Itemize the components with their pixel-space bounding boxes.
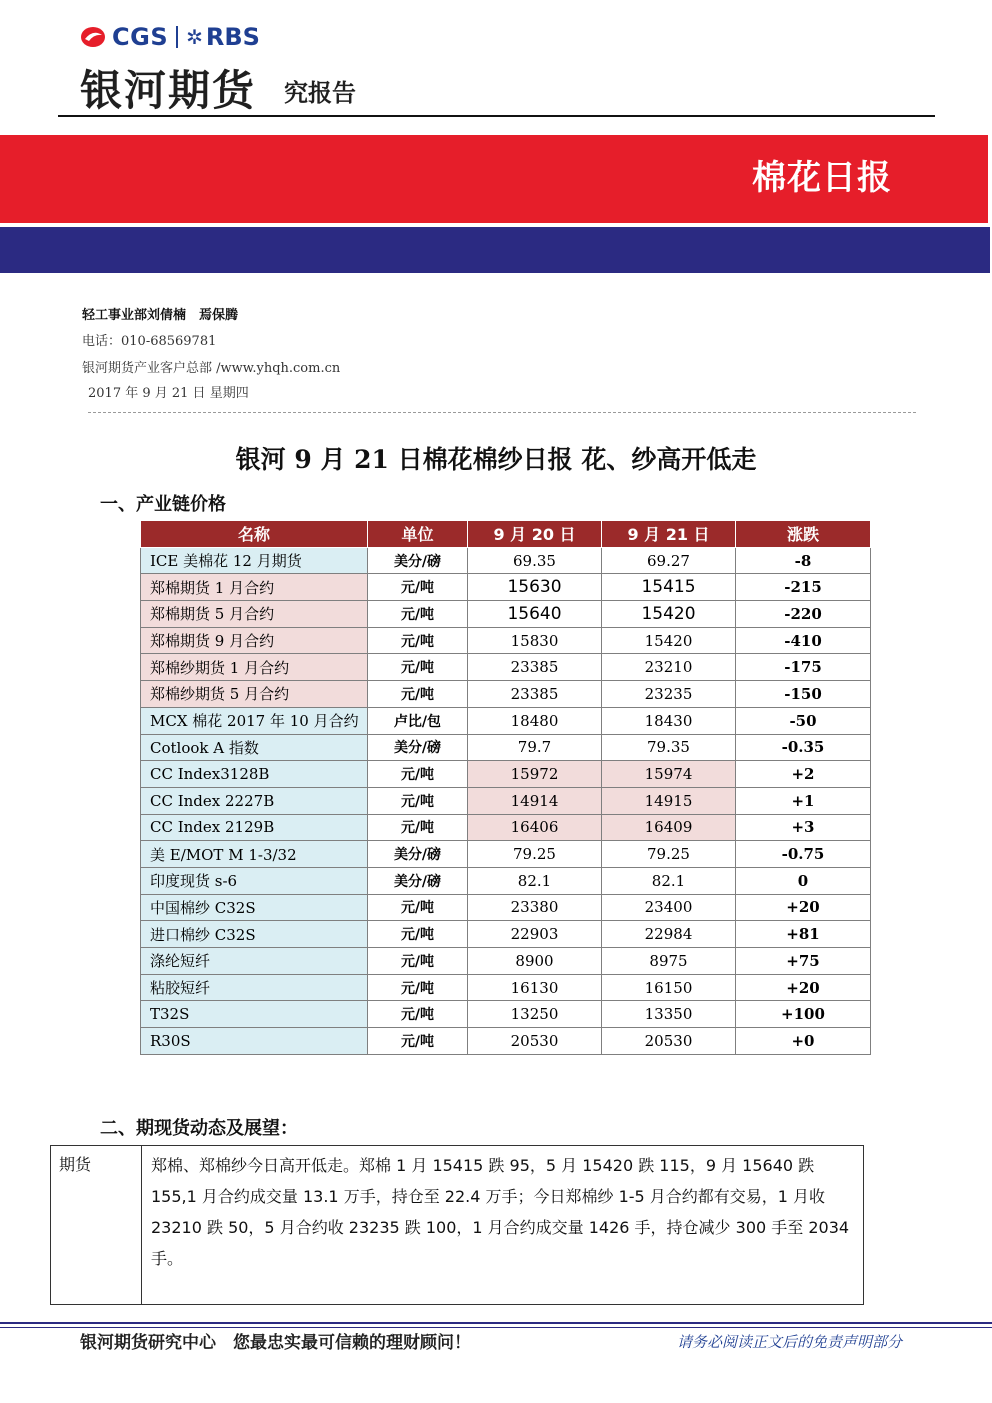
- row-change: -150: [736, 681, 871, 708]
- row-unit: 元/吨: [368, 681, 468, 708]
- row-unit: 元/吨: [368, 654, 468, 681]
- row-unit: 美分/磅: [368, 547, 468, 574]
- row-name: 郑棉期货 5 月合约: [141, 601, 368, 628]
- row-unit: 元/吨: [368, 921, 468, 948]
- cgs-logo-icon: [80, 26, 106, 48]
- row-change: -0.35: [736, 734, 871, 761]
- row-value-sep20: 69.35: [468, 547, 602, 574]
- row-change: +100: [736, 1001, 871, 1028]
- row-value-sep20: 15640: [468, 601, 602, 628]
- brand-name: 银河期货: [80, 66, 257, 115]
- row-change: +0: [736, 1028, 871, 1055]
- row-unit: 卢比/包: [368, 707, 468, 734]
- table-row: [141, 921, 871, 948]
- row-name: MCX 棉花 2017 年 10 月合约: [141, 707, 368, 734]
- row-name: 郑棉期货 1 月合约: [141, 574, 368, 601]
- header-divider: [58, 115, 935, 117]
- row-value-sep21: 22984: [602, 921, 736, 948]
- table-row: [141, 787, 871, 814]
- table-row: [141, 601, 871, 628]
- table-row: [141, 948, 871, 975]
- row-value-sep21: 16409: [602, 814, 736, 841]
- row-unit: 元/吨: [368, 761, 468, 788]
- row-value-sep20: 13250: [468, 1001, 602, 1028]
- table-row: [141, 894, 871, 921]
- row-unit: 元/吨: [368, 974, 468, 1001]
- table-row: [141, 707, 871, 734]
- dashed-divider: [88, 412, 916, 413]
- row-change: -175: [736, 654, 871, 681]
- row-value-sep20: 15972: [468, 761, 602, 788]
- price-table: [140, 520, 871, 1055]
- row-change: +20: [736, 974, 871, 1001]
- table-row: [141, 814, 871, 841]
- col-header-sep21: 9 月 21 日: [602, 521, 736, 548]
- row-change: +20: [736, 894, 871, 921]
- row-value-sep20: 15630: [468, 574, 602, 601]
- row-name: 郑棉纱期货 1 月合约: [141, 654, 368, 681]
- row-change: +81: [736, 921, 871, 948]
- row-value-sep21: 23235: [602, 681, 736, 708]
- row-value-sep21: 18430: [602, 707, 736, 734]
- row-unit: 美分/磅: [368, 867, 468, 894]
- row-value-sep20: 18480: [468, 707, 602, 734]
- table-row: [141, 761, 871, 788]
- row-value-sep21: 23400: [602, 894, 736, 921]
- table-row: [141, 867, 871, 894]
- row-change: 0: [736, 867, 871, 894]
- row-value-sep20: 16406: [468, 814, 602, 841]
- row-value-sep21: 79.35: [602, 734, 736, 761]
- row-value-sep20: 79.7: [468, 734, 602, 761]
- row-unit: 元/吨: [368, 894, 468, 921]
- row-change: +2: [736, 761, 871, 788]
- author-phone: 电话：010-68569781: [82, 334, 217, 349]
- table-row: [141, 654, 871, 681]
- table-row: [141, 1001, 871, 1028]
- row-unit: 元/吨: [368, 627, 468, 654]
- row-change: -8: [736, 547, 871, 574]
- row-name: 郑棉期货 9 月合约: [141, 627, 368, 654]
- row-value-sep21: 15415: [602, 574, 736, 601]
- row-name: Cotlook A 指数: [141, 734, 368, 761]
- row-value-sep21: 23210: [602, 654, 736, 681]
- row-value-sep20: 20530: [468, 1028, 602, 1055]
- row-value-sep20: 22903: [468, 921, 602, 948]
- title-band-blue: [0, 227, 990, 273]
- table-row: [141, 627, 871, 654]
- row-change: +3: [736, 814, 871, 841]
- row-name: 印度现货 s-6: [141, 867, 368, 894]
- footer-disclaimer-note: 请务必阅读正文后的免责声明部分: [676, 1333, 902, 1351]
- col-header-unit: 单位: [368, 521, 468, 548]
- row-name: R30S: [141, 1028, 368, 1055]
- futures-commentary-box: [50, 1145, 864, 1305]
- row-name: 中国棉纱 C32S: [141, 894, 368, 921]
- row-value-sep20: 82.1: [468, 867, 602, 894]
- col-header-name: 名称: [141, 521, 368, 548]
- table-row: [141, 841, 871, 868]
- brand-subtitle: 究报告: [284, 79, 356, 107]
- row-value-sep21: 20530: [602, 1028, 736, 1055]
- row-unit: 元/吨: [368, 1001, 468, 1028]
- row-name: CC Index 2129B: [141, 814, 368, 841]
- row-value-sep20: 14914: [468, 787, 602, 814]
- row-unit: 元/吨: [368, 601, 468, 628]
- row-value-sep21: 15974: [602, 761, 736, 788]
- row-value-sep20: 23380: [468, 894, 602, 921]
- row-change: -215: [736, 574, 871, 601]
- table-row: [141, 1028, 871, 1055]
- row-value-sep20: 23385: [468, 681, 602, 708]
- price-table-header: [141, 521, 871, 548]
- table-row: [141, 974, 871, 1001]
- report-date: 2017 年 9 月 21 日 星期四: [88, 386, 249, 401]
- row-value-sep20: 15830: [468, 627, 602, 654]
- futures-text: 郑棉、郑棉纱今日高开低走。郑棉 1 月 15415 跌 95，5 月 15420 跌 115，9 月 15640 跌 155,1 月合约成交量 13.1 万手，持仓至 22.4 万手；今日郑棉纱 1-5 月合约都有交易，1 月收 23210 跌 50，5 月合约收 23235 跌 100，1 月合约成交量 1426 手，持仓减少 300 手至 2034 手。: [142, 1146, 864, 1305]
- row-unit: 元/吨: [368, 787, 468, 814]
- row-value-sep21: 16150: [602, 974, 736, 1001]
- document-title: 银河 9 月 21 日棉花棉纱日报 花、纱高开低走: [235, 445, 757, 474]
- table-row: [141, 547, 871, 574]
- row-name: CC Index 2227B: [141, 787, 368, 814]
- row-change: -410: [736, 627, 871, 654]
- table-row: [141, 734, 871, 761]
- row-change: -220: [736, 601, 871, 628]
- row-value-sep21: 15420: [602, 627, 736, 654]
- author-dept: 轻工事业部刘倩楠 焉保腾: [82, 308, 239, 323]
- row-value-sep21: 15420: [602, 601, 736, 628]
- row-change: -0.75: [736, 841, 871, 868]
- row-unit: 美分/磅: [368, 734, 468, 761]
- row-value-sep20: 23385: [468, 654, 602, 681]
- row-change: +1: [736, 787, 871, 814]
- row-value-sep20: 16130: [468, 974, 602, 1001]
- row-name: 进口棉纱 C32S: [141, 921, 368, 948]
- row-name: 粘胶短纤: [141, 974, 368, 1001]
- row-unit: 元/吨: [368, 574, 468, 601]
- row-value-sep21: 13350: [602, 1001, 736, 1028]
- futures-label: 期货: [51, 1146, 142, 1305]
- row-unit: 元/吨: [368, 948, 468, 975]
- row-unit: 元/吨: [368, 814, 468, 841]
- row-name: 美 E/MOT M 1-3/32: [141, 841, 368, 868]
- table-row: [141, 574, 871, 601]
- report-type-title: 棉花日报: [752, 158, 892, 198]
- row-value-sep21: 69.27: [602, 547, 736, 574]
- section-heading-prices: 一、产业链价格: [100, 494, 226, 515]
- row-change: +75: [736, 948, 871, 975]
- col-header-sep20: 9 月 20 日: [468, 521, 602, 548]
- row-value-sep21: 79.25: [602, 841, 736, 868]
- section-heading-outlook: 二、期现货动态及展望：: [100, 1118, 298, 1139]
- row-name: 郑棉纱期货 5 月合约: [141, 681, 368, 708]
- rbs-logo-icon: ✲: [186, 25, 203, 49]
- col-header-change: 涨跌: [736, 521, 871, 548]
- row-name: 涤纶短纤: [141, 948, 368, 975]
- logo: [80, 22, 260, 52]
- row-value-sep20: 79.25: [468, 841, 602, 868]
- row-unit: 美分/磅: [368, 841, 468, 868]
- row-name: CC Index3128B: [141, 761, 368, 788]
- row-value-sep21: 14915: [602, 787, 736, 814]
- row-value-sep21: 82.1: [602, 867, 736, 894]
- logo-rbs-text: RBS: [205, 23, 260, 51]
- logo-cgs-text: CGS: [112, 23, 169, 51]
- row-change: -50: [736, 707, 871, 734]
- row-value-sep21: 8975: [602, 948, 736, 975]
- table-row: [141, 681, 871, 708]
- row-unit: 元/吨: [368, 1028, 468, 1055]
- author-site: 银河期货产业客户总部 /www.yhqh.com.cn: [82, 361, 341, 376]
- row-name: ICE 美棉花 12 月期货: [141, 547, 368, 574]
- row-value-sep20: 8900: [468, 948, 602, 975]
- footer-divider: [0, 1322, 992, 1324]
- footer-slogan: 银河期货研究中心 您最忠实最可信赖的理财顾问！: [80, 1333, 471, 1353]
- row-name: T32S: [141, 1001, 368, 1028]
- logo-divider: [176, 26, 178, 48]
